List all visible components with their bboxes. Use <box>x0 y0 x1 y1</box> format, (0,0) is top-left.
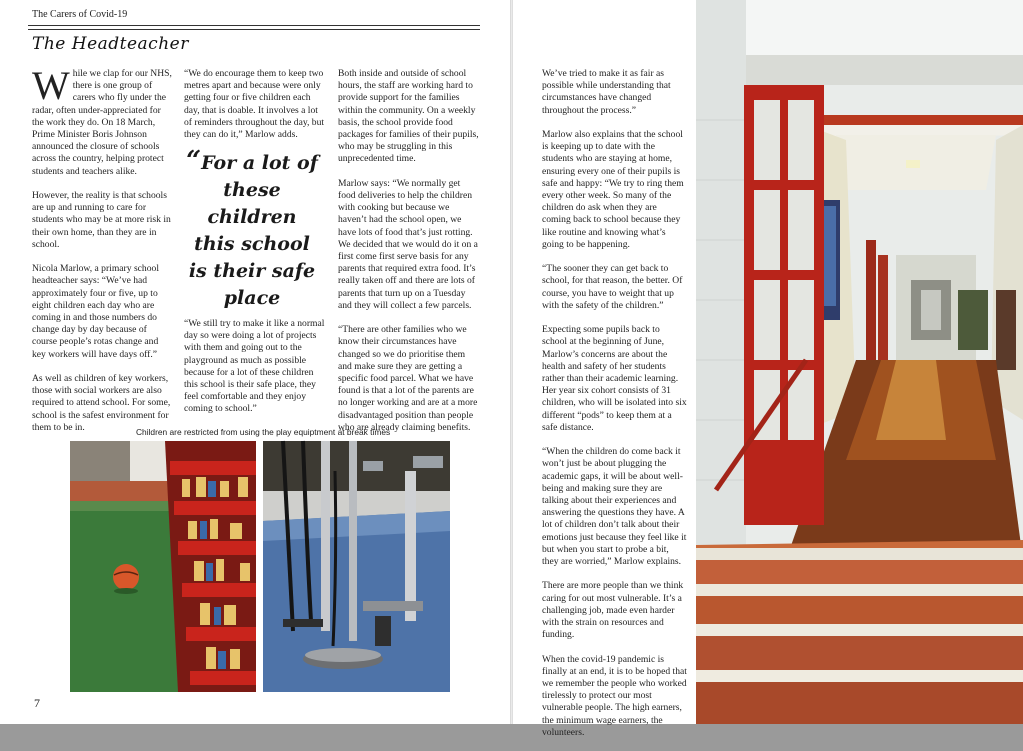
paragraph: Marlow also explains that the school is keeping up to date with the students who are staying at home, ensuring every one of their pupils is safe and happy: “We try to ring them every other week. So many of the children do ask when they are coming back to school because they like routine and knowing what’s going to be happening. <box>542 129 684 250</box>
classroom-photo <box>70 441 256 692</box>
drop-cap: W <box>32 63 70 108</box>
paragraph: “There are other families who we know their circumstances have changed so we do prioritise them and make sure they are getting a specific food parcel. What we have found is that a lot of the parents are no longer working and are at a more disadvantaged position than people who are already claiming benefits. <box>338 324 478 433</box>
paragraph: There are more people than we think caring for out most vulnerable. It’s a challenging job, made even harder with the strain on resources and funding. <box>542 580 684 641</box>
paragraph: Expecting some pupils back to school at the beginning of June, Marlow’s concerns are about the health and safety of her students rather than their academic learning. Her year six cohort consists of 31 children, who will be isolated into six different “pods” to keep them at a safe distance. <box>542 324 687 433</box>
paragraph: However, the reality is that schools are up and running to care for students who may be at more risk in their own home, than they are in school. <box>32 190 171 250</box>
article-column-3 <box>338 68 480 446</box>
paragraph: “We do encourage them to keep two metres apart and because were only getting four or five children each day, that is doable. It involves a lot of reminders throughout the day, but they can do it,” Marlow adds. <box>184 68 325 141</box>
header-rule <box>28 25 480 30</box>
paragraph: When the covid-19 pandemic is finally at an end, it is to be hoped that we remember the people who worked tirelessly to protect our most vulnerable people. The high earners, the minimum wage earners, the volunteers. <box>542 653 687 738</box>
article-column-1 <box>32 63 174 446</box>
pull-quote-mark: “ <box>186 146 202 176</box>
paragraph: Marlow says: “We normally get food deliveries to help the children with cooking but because we haven’t had the school open, we have lots of food that’s just rotting. We decided that we would do it on a first come first serve basis for any parents that required extra food. It’s really taken off and there are lots of parents that turn up on a Tuesday and they will collect a few parcels. <box>338 177 478 311</box>
photo-caption: Children are restricted from using the play equiptment at break times <box>136 427 391 437</box>
right-page <box>513 0 1023 738</box>
pull-quote <box>184 148 320 312</box>
pull-quote-text: For a lot of these children this school is their safe place <box>188 152 318 309</box>
page-number: 7 <box>34 696 40 710</box>
paragraph: “We still try to make it like a normal day so were doing a lot of projects with them and going out to the playground as much as possible because for a lot of these children this school is their safe place, they feel comfortable and they enjoy coming to school.” <box>184 318 325 415</box>
paragraph: While we clap for our NHS, there is one group of carers who fly under the radar, often under-appreciated for the work they do. On 18 March, Prime Minister Boris Johnson announced the closure of schools across the country, helping protect students and teachers alike. <box>32 63 172 177</box>
running-head: The Carers of Covid-19 <box>32 9 128 20</box>
section-title: The Headteacher <box>32 34 189 54</box>
left-page <box>0 0 510 724</box>
paragraph: We’ve tried to make it as fair as possible while understanding that circumstances have changed throughout the process.” <box>542 68 671 116</box>
paragraph: “When the children do come back it won’t just be about plugging the academic gaps, it will be about well-being and making sure they are talking about their experiences and answering the questions they have. A lot of children don’t talk about their emotions just because they feel like it but when you start to probe a bit, they are worried,” Marlow explains. <box>542 446 687 568</box>
school-corridor-photo <box>696 0 1023 724</box>
paragraph: “The sooner they can get back to school, for that reason, the better. Of course, you have to weight that up with the safety of the children.” <box>542 263 683 311</box>
article-column-2-top <box>184 68 326 153</box>
paragraph: As well as children of key workers, those with social workers are also required to attend school. For some, school is the safest environment for them to be in. <box>32 373 171 433</box>
article-column-4 <box>542 68 687 751</box>
article-column-2-bottom <box>184 318 326 428</box>
playground-photo <box>263 441 450 692</box>
paragraph: Both inside and outside of school hours, the staff are working hard to provide support for the families within the community. On a weekly basis, the school provide food packages for families of their pupils, who may be struggling in this unprecedented time. <box>338 68 479 165</box>
paragraph: Nicola Marlow, a primary school headteacher says: “We’ve had approximately four or five, up to eight children each day who are coming in and those numbers do change day by day because of course people’s rotas change and key workers will have days off.” <box>32 263 159 360</box>
